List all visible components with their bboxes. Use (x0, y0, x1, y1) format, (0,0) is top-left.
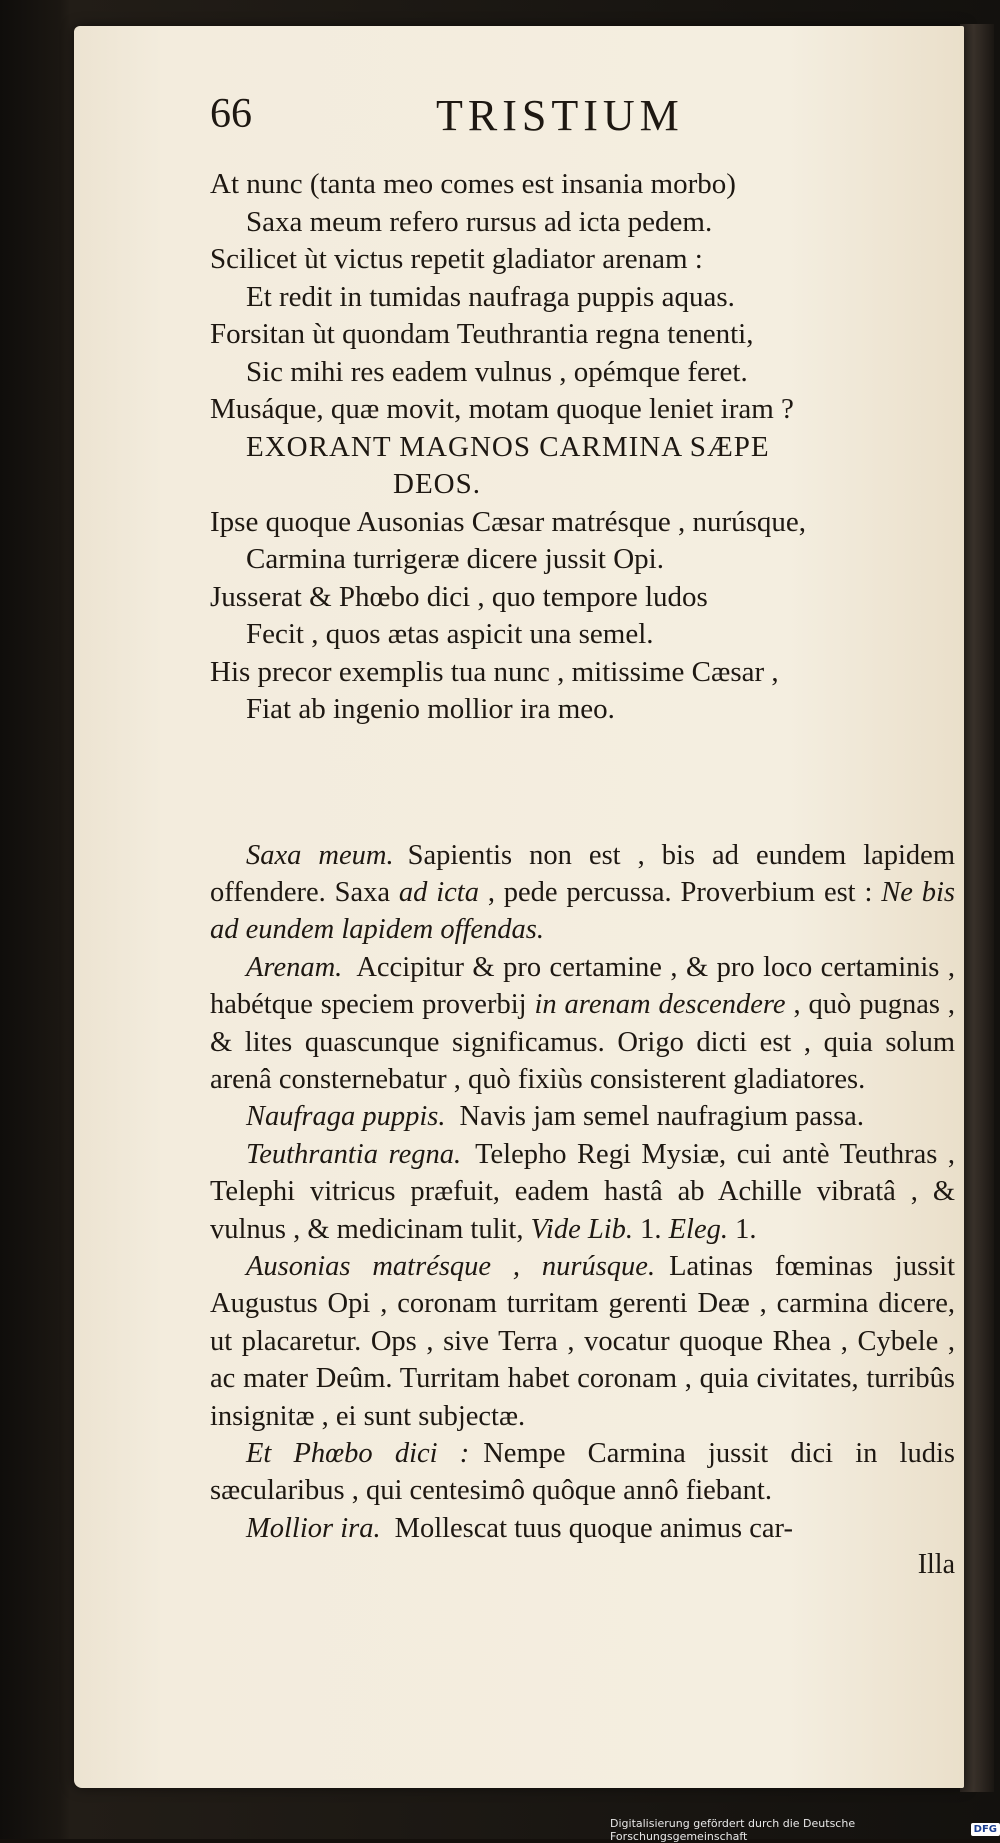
commentary-note (210, 1098, 955, 1135)
page-header (210, 90, 955, 146)
verse-line: Saxa meum refero rursus ad icta pedem. (246, 205, 713, 238)
page-number: 66 (210, 91, 252, 137)
verse-line: Sic mihi res eadem vulnus , opémque feret. (246, 355, 748, 388)
verse-line: Scilicet ùt victus repetit gladiator arenam : (210, 243, 703, 275)
verse-line: Jusserat & Phœbo dici , quo tempore ludos (210, 580, 708, 613)
note-lemma: Mollior ira. (246, 1512, 381, 1544)
verse-line: Forsitan ùt quondam Teuthrantia regna tenenti, (210, 318, 754, 350)
verse-line: DEOS. (393, 468, 481, 500)
verse-line: Carmina turrigeræ dicere jussit Opi. (246, 543, 664, 575)
note-text: , pede percussa. Proverbium est : (478, 876, 882, 908)
verse-block (210, 166, 955, 729)
commentary-note (210, 837, 955, 949)
digitization-credit: Digitalisierung gefördert durch die Deutsche Forschungsgemeinschaft (610, 1816, 856, 1843)
book-page-edge (960, 24, 994, 1792)
commentary-note (210, 949, 955, 1099)
footer-bar (610, 1816, 1000, 1843)
note-lemma: Naufraga puppis. (246, 1101, 446, 1133)
verse-line: Et redit in tumidas naufraga puppis aquas. (246, 280, 735, 313)
note-text: Latinas fœminas jussit Augustus Opi , coronam turritam gerenti Deæ , carmina dicere, ut placaretur. Ops , sive Terra , vocatur quoque Rhea , Cybele , ac mater Deûm. Turritam habet coronam , quia civitates, turribûs insignitæ , ei sunt subjectæ. (210, 1250, 955, 1432)
note-lemma: Teuthrantia regna. (246, 1138, 462, 1170)
catchword: Illa (917, 1549, 955, 1581)
verse-line: At nunc (tanta meo comes est insania morbo) (210, 168, 736, 200)
note-lemma: Et Phœbo dici : (246, 1438, 470, 1469)
verse-line: EXORANT MAGNOS CARMINA SÆPE (246, 430, 770, 463)
commentary-note (210, 1435, 955, 1510)
note-lemma: Arenam. (246, 951, 343, 983)
commentary-note (210, 1248, 955, 1435)
commentary-note (210, 1510, 955, 1547)
commentary-note (210, 1136, 955, 1248)
note-italic-text: in arenam descendere (534, 989, 786, 1021)
note-italic-text: ad icta (398, 876, 479, 908)
verse-line: Musáque, quæ movit, motam quoque leniet iram ? (210, 393, 794, 425)
note-text: 1. (727, 1213, 757, 1245)
verse-line: Fiat ab ingenio mollior ira meo. (246, 693, 615, 725)
note-text: Accipitur & pro certamine , & pro loco certaminis , habétque speciem proverbij (210, 951, 955, 1021)
note-text: 1. (633, 1213, 669, 1245)
note-italic-text: Ne bis ad eundem lapidem offendas. (210, 876, 955, 946)
note-lemma: Saxa meum. (246, 839, 394, 871)
note-lemma: Ausonias matrésque , nurúsque. (246, 1250, 656, 1282)
verse-line: His precor exemplis tua nunc , mitissime Cæsar , (210, 655, 779, 688)
note-text: Nempe Carmina jussit dici in ludis sæcularibus , qui centesimô quôque annô fiebant. (210, 1438, 955, 1507)
commentary-block (210, 837, 955, 1548)
dfg-logo: DFG (971, 1823, 1000, 1836)
note-text: Sapientis non est , bis ad eundem lapidem offendere. Saxa (210, 839, 955, 908)
note-text: Mollescat tuus quoque animus car- (394, 1512, 793, 1544)
text-block (210, 90, 955, 1581)
note-text: Telepho Regi Mysiæ, cui antè Teuthras , Telephi vitricus præfuit, eadem hastâ ab Achille vibratâ , & vulnus , & medicinam tulit, (210, 1138, 955, 1245)
note-italic-text: Eleg. (668, 1213, 728, 1245)
section-gap (210, 729, 955, 837)
running-head: TRISTIUM (436, 91, 684, 140)
note-text: , quò pugnas , & lites quascunque significamus. Origo dicti est , quia solum arenâ consternebatur , quò fixiùs consisterent gladiatores. (210, 989, 955, 1095)
verse-line: Ipse quoque Ausonias Cæsar matrésque , nurúsque, (210, 505, 807, 538)
verse-line: Fecit , quos ætas aspicit una semel. (246, 618, 654, 650)
note-text: Navis jam semel naufragium passa. (459, 1101, 864, 1133)
note-italic-text: Vide Lib. (530, 1213, 633, 1245)
